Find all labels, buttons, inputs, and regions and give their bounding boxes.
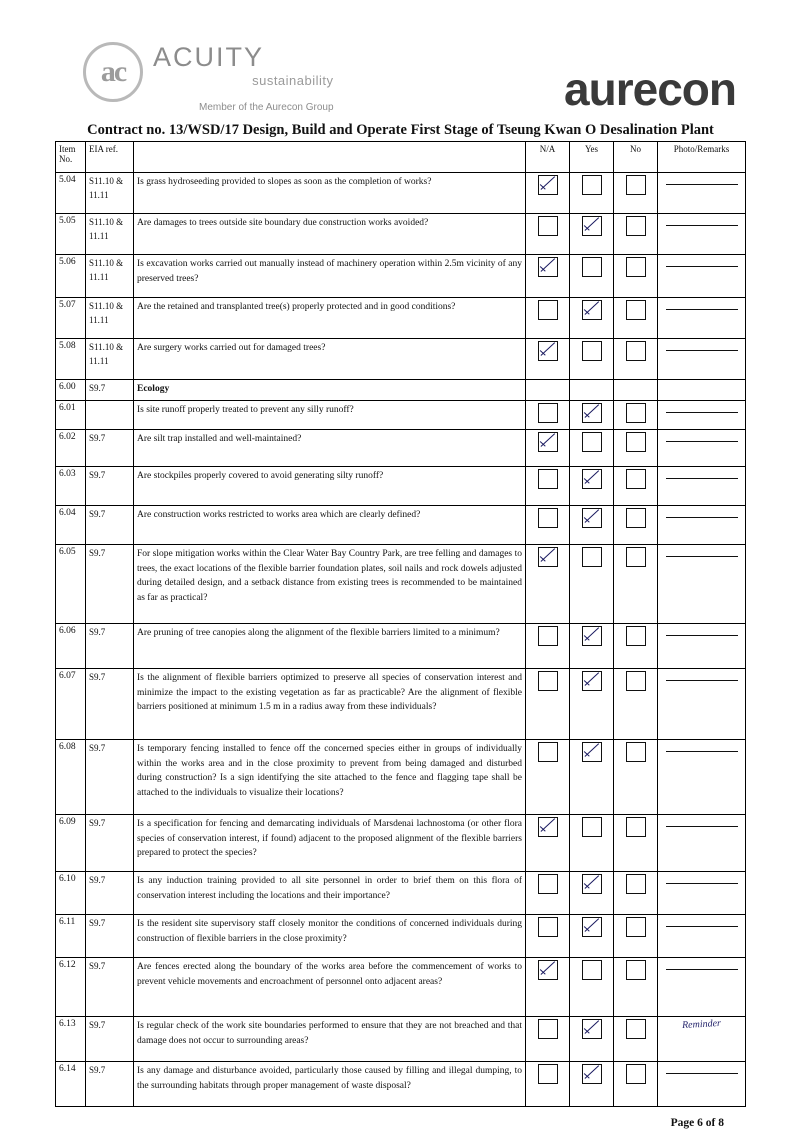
row-description: Are surgery works carried out for damaged trees? [134, 339, 526, 380]
row-description: Is temporary fencing installed to fence off the concerned species either in groups of individually within the works area and in the close proximity to prevent from being damaged and disturbed during construction? Is a sign identifying the site attached to the fence and flagging tape shall be attached to the individuals to visualize their locations? [134, 740, 526, 815]
row-eia-ref: S9.7 [86, 958, 134, 1017]
checkbox-na[interactable] [538, 1064, 558, 1084]
remark-write-line [666, 750, 738, 752]
row-item-number: 5.06 [56, 255, 86, 298]
checkbox-cell-yes[interactable] [570, 255, 614, 298]
checkbox-no[interactable] [626, 300, 646, 320]
checkbox-cell-na[interactable] [526, 872, 570, 915]
checkbox-cell-no[interactable] [614, 624, 658, 669]
checkbox-cell-no[interactable] [614, 740, 658, 815]
row-description: Is any damage and disturbance avoided, particularly those caused by filling and illegal dumping, to the surrounding habitats through proper management of waste disposal? [134, 1062, 526, 1107]
remark-write-line [666, 1072, 738, 1074]
remark-write-line [666, 411, 738, 413]
row-item-number: 5.05 [56, 214, 86, 255]
checkbox-no[interactable] [626, 216, 646, 236]
acuity-member-note: Member of the Aurecon Group [199, 102, 334, 113]
row-eia-ref: S9.7 [86, 380, 134, 401]
checkbox-no[interactable] [626, 1019, 646, 1039]
header-na: N/A [526, 142, 570, 173]
checkbox-cell-no[interactable] [614, 214, 658, 255]
checkbox-yes[interactable] [582, 671, 602, 691]
row-item-number: 6.06 [56, 624, 86, 669]
table-row [56, 958, 746, 1017]
checkbox-cell-na[interactable] [526, 740, 570, 815]
checkbox-cell-yes[interactable] [570, 380, 614, 401]
checkbox-na[interactable] [538, 469, 558, 489]
row-description: Is site runoff properly treated to prevent any silly runoff? [134, 401, 526, 430]
remark-write-line [666, 265, 738, 267]
checkbox-na[interactable] [538, 874, 558, 894]
row-eia-ref: S9.7 [86, 915, 134, 958]
checkbox-cell-yes[interactable] [570, 1017, 614, 1062]
aurecon-logo: aurecon [564, 63, 736, 115]
checkbox-cell-no[interactable] [614, 506, 658, 545]
remarks-cell[interactable] [658, 298, 746, 339]
remark-write-line [666, 440, 738, 442]
checkbox-na[interactable] [538, 917, 558, 937]
checkbox-no[interactable] [626, 874, 646, 894]
row-item-number: 6.09 [56, 815, 86, 872]
checkbox-no[interactable] [626, 403, 646, 423]
table-row [56, 298, 746, 339]
row-description: Is the resident site supervisory staff closely monitor the conditions of concerned individuals during construction of flexible barriers in the close proximity? [134, 915, 526, 958]
checkbox-cell-no[interactable] [614, 545, 658, 624]
row-eia-ref: S9.7 [86, 740, 134, 815]
checkbox-na[interactable] [538, 671, 558, 691]
checkbox-na[interactable] [538, 257, 558, 277]
acuity-logo [83, 40, 334, 113]
checkbox-no[interactable] [626, 671, 646, 691]
row-description: Is regular check of the work site boundaries performed to ensure that they are not breached and that damage does not occur to surrounding areas? [134, 1017, 526, 1062]
row-eia-ref: S9.7 [86, 430, 134, 467]
remarks-cell[interactable] [658, 545, 746, 624]
checkbox-cell-na[interactable] [526, 255, 570, 298]
checkbox-na[interactable] [538, 960, 558, 980]
row-item-number: 6.02 [56, 430, 86, 467]
remarks-cell[interactable] [658, 815, 746, 872]
remarks-cell[interactable] [658, 958, 746, 1017]
row-description: Are pruning of tree canopies along the alignment of the flexible barriers limited to a minimum? [134, 624, 526, 669]
inspection-checklist-table [55, 141, 746, 1107]
checkbox-cell-na[interactable] [526, 506, 570, 545]
acuity-tagline: sustainability [252, 73, 334, 88]
row-item-number: 6.08 [56, 740, 86, 815]
header-item-label: Item [59, 144, 76, 154]
checkbox-no[interactable] [626, 1064, 646, 1084]
checkbox-cell-na[interactable] [526, 545, 570, 624]
table-row [56, 1017, 746, 1062]
row-item-number: 6.03 [56, 467, 86, 506]
checkbox-no[interactable] [626, 257, 646, 277]
table-row [56, 467, 746, 506]
checkbox-yes[interactable] [582, 300, 602, 320]
checkbox-cell-yes[interactable] [570, 298, 614, 339]
checkbox-cell-na[interactable] [526, 815, 570, 872]
checkbox-no[interactable] [626, 742, 646, 762]
checkbox-cell-yes[interactable] [570, 669, 614, 740]
checkbox-cell-no[interactable] [614, 255, 658, 298]
remark-write-line [666, 477, 738, 479]
checkbox-no[interactable] [626, 341, 646, 361]
checkbox-cell-yes[interactable] [570, 214, 614, 255]
remark-write-line [666, 825, 738, 827]
checkbox-na[interactable] [538, 742, 558, 762]
acuity-wordmark [153, 44, 334, 113]
remark-write-line [666, 183, 738, 185]
document-header [55, 40, 746, 118]
row-eia-ref: S9.7 [86, 872, 134, 915]
checkbox-cell-yes[interactable] [570, 872, 614, 915]
checkbox-yes[interactable] [582, 1064, 602, 1084]
checkbox-cell-na[interactable] [526, 624, 570, 669]
row-eia-ref: S9.7 [86, 506, 134, 545]
checkbox-yes[interactable] [582, 175, 602, 195]
row-eia-ref: S11.10 & 11.11 [86, 173, 134, 214]
table-row [56, 815, 746, 872]
row-item-number: 5.08 [56, 339, 86, 380]
checkbox-no[interactable] [626, 817, 646, 837]
checkbox-na[interactable] [538, 547, 558, 567]
checkbox-na[interactable] [538, 432, 558, 452]
checkbox-yes[interactable] [582, 403, 602, 423]
checkbox-no[interactable] [626, 917, 646, 937]
checkbox-no[interactable] [626, 547, 646, 567]
row-item-number: 6.05 [56, 545, 86, 624]
table-row [56, 214, 746, 255]
remark-write-line [666, 634, 738, 636]
row-item-number: 6.14 [56, 1062, 86, 1107]
header-item-sub-label: No. [59, 154, 73, 164]
checkbox-cell-no[interactable] [614, 958, 658, 1017]
table-row [56, 380, 746, 401]
remark-write-line [666, 925, 738, 927]
checkbox-yes[interactable] [582, 742, 602, 762]
row-description: Are the retained and transplanted tree(s) properly protected and in good conditions? [134, 298, 526, 339]
checkbox-no[interactable] [626, 432, 646, 452]
table-row [56, 173, 746, 214]
checkbox-cell-na[interactable] [526, 173, 570, 214]
header-remarks: Photo/Remarks [658, 142, 746, 173]
remarks-cell[interactable] [658, 214, 746, 255]
checkbox-na[interactable] [538, 403, 558, 423]
checkbox-cell-no[interactable] [614, 815, 658, 872]
checkbox-no[interactable] [626, 626, 646, 646]
row-description: Is grass hydroseeding provided to slopes as soon as the completion of works? [134, 173, 526, 214]
checkbox-na[interactable] [538, 175, 558, 195]
row-eia-ref: S9.7 [86, 467, 134, 506]
checkbox-na[interactable] [538, 1019, 558, 1039]
checkbox-cell-na[interactable] [526, 915, 570, 958]
table-row [56, 624, 746, 669]
checkbox-yes[interactable] [582, 817, 602, 837]
checkbox-cell-yes[interactable] [570, 430, 614, 467]
row-description: Are construction works restricted to works area which are clearly defined? [134, 506, 526, 545]
row-description: Is the alignment of flexible barriers optimized to preserve all species of conservation interest and minimize the impact to the existing vegetation as far as practicable? Are the alignment of flexible barriers positioned at minimum 1.5 m in a radius away from these individuals? [134, 669, 526, 740]
row-item-number: 6.12 [56, 958, 86, 1017]
checkbox-cell-na[interactable] [526, 339, 570, 380]
header-yes: Yes [570, 142, 614, 173]
checkbox-cell-na[interactable] [526, 1017, 570, 1062]
page-footer: Page 6 of 8 [670, 1117, 724, 1129]
remarks-cell[interactable] [658, 380, 746, 401]
row-eia-ref: S9.7 [86, 1062, 134, 1107]
remarks-cell[interactable] [658, 339, 746, 380]
checkbox-cell-yes[interactable] [570, 1062, 614, 1107]
checkbox-cell-no[interactable] [614, 380, 658, 401]
remarks-cell[interactable] [658, 872, 746, 915]
remarks-cell[interactable] [658, 915, 746, 958]
row-description: Are fences erected along the boundary of the works area before the commencement of works to prevent vehicle movements and encroachment of personnel onto adjacent areas? [134, 958, 526, 1017]
row-item-number: 5.07 [56, 298, 86, 339]
checkbox-no[interactable] [626, 469, 646, 489]
row-eia-ref: S11.10 & 11.11 [86, 298, 134, 339]
remarks-cell[interactable] [658, 401, 746, 430]
remark-write-line [666, 968, 738, 970]
checkbox-na[interactable] [538, 508, 558, 528]
checkbox-cell-no[interactable] [614, 1062, 658, 1107]
checkbox-na[interactable] [538, 626, 558, 646]
checkbox-cell-na[interactable] [526, 298, 570, 339]
checkbox-yes[interactable] [582, 257, 602, 277]
row-item-number: 6.07 [56, 669, 86, 740]
header-no: No [614, 142, 658, 173]
table-row [56, 1062, 746, 1107]
table-row [56, 255, 746, 298]
remark-write-line [666, 349, 738, 351]
table-row [56, 401, 746, 430]
row-description: Is any induction training provided to all site personnel in order to brief them on this flora of conservation interest including the locations and their importance? [134, 872, 526, 915]
remarks-cell[interactable] [658, 430, 746, 467]
checkbox-cell-na[interactable] [526, 214, 570, 255]
header-eia: EIA ref. [86, 142, 134, 173]
checkbox-cell-no[interactable] [614, 915, 658, 958]
remarks-cell[interactable] [658, 624, 746, 669]
row-description: Are stockpiles properly covered to avoid generating silty runoff? [134, 467, 526, 506]
checkbox-cell-yes[interactable] [570, 958, 614, 1017]
table-row [56, 740, 746, 815]
checkbox-cell-na[interactable] [526, 669, 570, 740]
checkbox-yes[interactable] [582, 1019, 602, 1039]
checkbox-cell-yes[interactable] [570, 339, 614, 380]
checkbox-yes[interactable] [582, 341, 602, 361]
checkbox-cell-yes[interactable] [570, 815, 614, 872]
acuity-name: ACUITY [153, 42, 265, 72]
checkbox-na[interactable] [538, 216, 558, 236]
checkbox-cell-no[interactable] [614, 669, 658, 740]
checkbox-na[interactable] [538, 300, 558, 320]
row-eia-ref: S9.7 [86, 545, 134, 624]
remark-write-line [666, 555, 738, 557]
remarks-cell[interactable] [658, 669, 746, 740]
checkbox-na[interactable] [538, 817, 558, 837]
row-item-number: 5.04 [56, 173, 86, 214]
checkbox-yes[interactable] [582, 216, 602, 236]
remark-write-line [666, 679, 738, 681]
checkbox-cell-yes[interactable] [570, 467, 614, 506]
remark-write-line [666, 308, 738, 310]
remark-write-line [666, 516, 738, 518]
row-item-number: 6.01 [56, 401, 86, 430]
table-row [56, 915, 746, 958]
checkbox-yes[interactable] [582, 626, 602, 646]
checkbox-cell-no[interactable] [614, 1017, 658, 1062]
row-item-number: 6.13 [56, 1017, 86, 1062]
remarks-cell[interactable] [658, 173, 746, 214]
checkbox-yes[interactable] [582, 960, 602, 980]
checkbox-no[interactable] [626, 508, 646, 528]
checkbox-yes[interactable] [582, 917, 602, 937]
row-eia-ref: S9.7 [86, 1017, 134, 1062]
table-header-row [56, 142, 746, 173]
table-row [56, 872, 746, 915]
checkbox-cell-no[interactable] [614, 298, 658, 339]
row-eia-ref: S9.7 [86, 669, 134, 740]
checkbox-na[interactable] [538, 341, 558, 361]
checkbox-cell-no[interactable] [614, 467, 658, 506]
row-description: Ecology [134, 380, 526, 401]
checkbox-cell-na[interactable] [526, 401, 570, 430]
checkbox-cell-no[interactable] [614, 401, 658, 430]
checkbox-cell-na[interactable] [526, 380, 570, 401]
checkbox-yes[interactable] [582, 874, 602, 894]
checkbox-cell-yes[interactable] [570, 624, 614, 669]
row-eia-ref [86, 401, 134, 430]
checkbox-no[interactable] [626, 175, 646, 195]
checkbox-cell-yes[interactable] [570, 740, 614, 815]
row-item-number: 6.00 [56, 380, 86, 401]
checkbox-cell-yes[interactable] [570, 173, 614, 214]
checkbox-cell-yes[interactable] [570, 401, 614, 430]
checkbox-cell-yes[interactable] [570, 545, 614, 624]
checkbox-cell-na[interactable] [526, 958, 570, 1017]
checkbox-cell-no[interactable] [614, 173, 658, 214]
table-row [56, 339, 746, 380]
header-item [56, 142, 86, 173]
row-eia-ref: S9.7 [86, 815, 134, 872]
row-item-number: 6.04 [56, 506, 86, 545]
checkbox-cell-yes[interactable] [570, 506, 614, 545]
checkbox-cell-na[interactable] [526, 1062, 570, 1107]
remark-write-line [666, 882, 738, 884]
checkbox-cell-na[interactable] [526, 430, 570, 467]
table-row [56, 506, 746, 545]
row-eia-ref: S9.7 [86, 624, 134, 669]
table-row [56, 669, 746, 740]
acuity-logo-mark: ac [83, 42, 143, 102]
remarks-cell[interactable] [658, 467, 746, 506]
checkbox-yes[interactable] [582, 508, 602, 528]
row-description: For slope mitigation works within the Clear Water Bay Country Park, are tree felling and damages to trees, the exact locations of the flexible barrier foundation plates, soil nails and rock dowels adjusted during detailed design, and a setback distance from existing trees is recommended to be maintained as far as practical? [134, 545, 526, 624]
page-title: Contract no. 13/WSD/17 Design, Build and Operate First Stage of Tseung Kwan O Desalination Plant [87, 122, 714, 138]
header-description [134, 142, 526, 173]
row-description: Are silt trap installed and well-maintained? [134, 430, 526, 467]
remarks-cell[interactable] [658, 506, 746, 545]
remarks-cell[interactable] [658, 255, 746, 298]
checkbox-cell-no[interactable] [614, 430, 658, 467]
table-row [56, 430, 746, 467]
checkbox-cell-yes[interactable] [570, 915, 614, 958]
row-eia-ref: S11.10 & 11.11 [86, 214, 134, 255]
row-eia-ref: S11.10 & 11.11 [86, 339, 134, 380]
remarks-cell[interactable] [658, 1017, 746, 1062]
remarks-cell[interactable] [658, 740, 746, 815]
row-description: Is a specification for fencing and demarcating individuals of Marsdenai lachnostoma (or other flora species of conservation interest, if found) adjacent to the proposed alignment of the flexible barriers prepared to protect the species? [134, 815, 526, 872]
row-item-number: 6.11 [56, 915, 86, 958]
checkbox-cell-no[interactable] [614, 339, 658, 380]
row-description: Are damages to trees outside site boundary due construction works avoided? [134, 214, 526, 255]
table-row [56, 545, 746, 624]
remark-handwriting: Reminder [681, 1017, 722, 1032]
remark-write-line [666, 224, 738, 226]
row-description: Is excavation works carried out manually instead of machinery operation within 2.5m vicinity of any preserved trees? [134, 255, 526, 298]
checkbox-yes[interactable] [582, 469, 602, 489]
checkbox-cell-na[interactable] [526, 467, 570, 506]
row-eia-ref: S11.10 & 11.11 [86, 255, 134, 298]
checkbox-no[interactable] [626, 960, 646, 980]
row-item-number: 6.10 [56, 872, 86, 915]
remarks-cell[interactable] [658, 1062, 746, 1107]
checkbox-yes[interactable] [582, 547, 602, 567]
checkbox-cell-no[interactable] [614, 872, 658, 915]
checkbox-yes[interactable] [582, 432, 602, 452]
